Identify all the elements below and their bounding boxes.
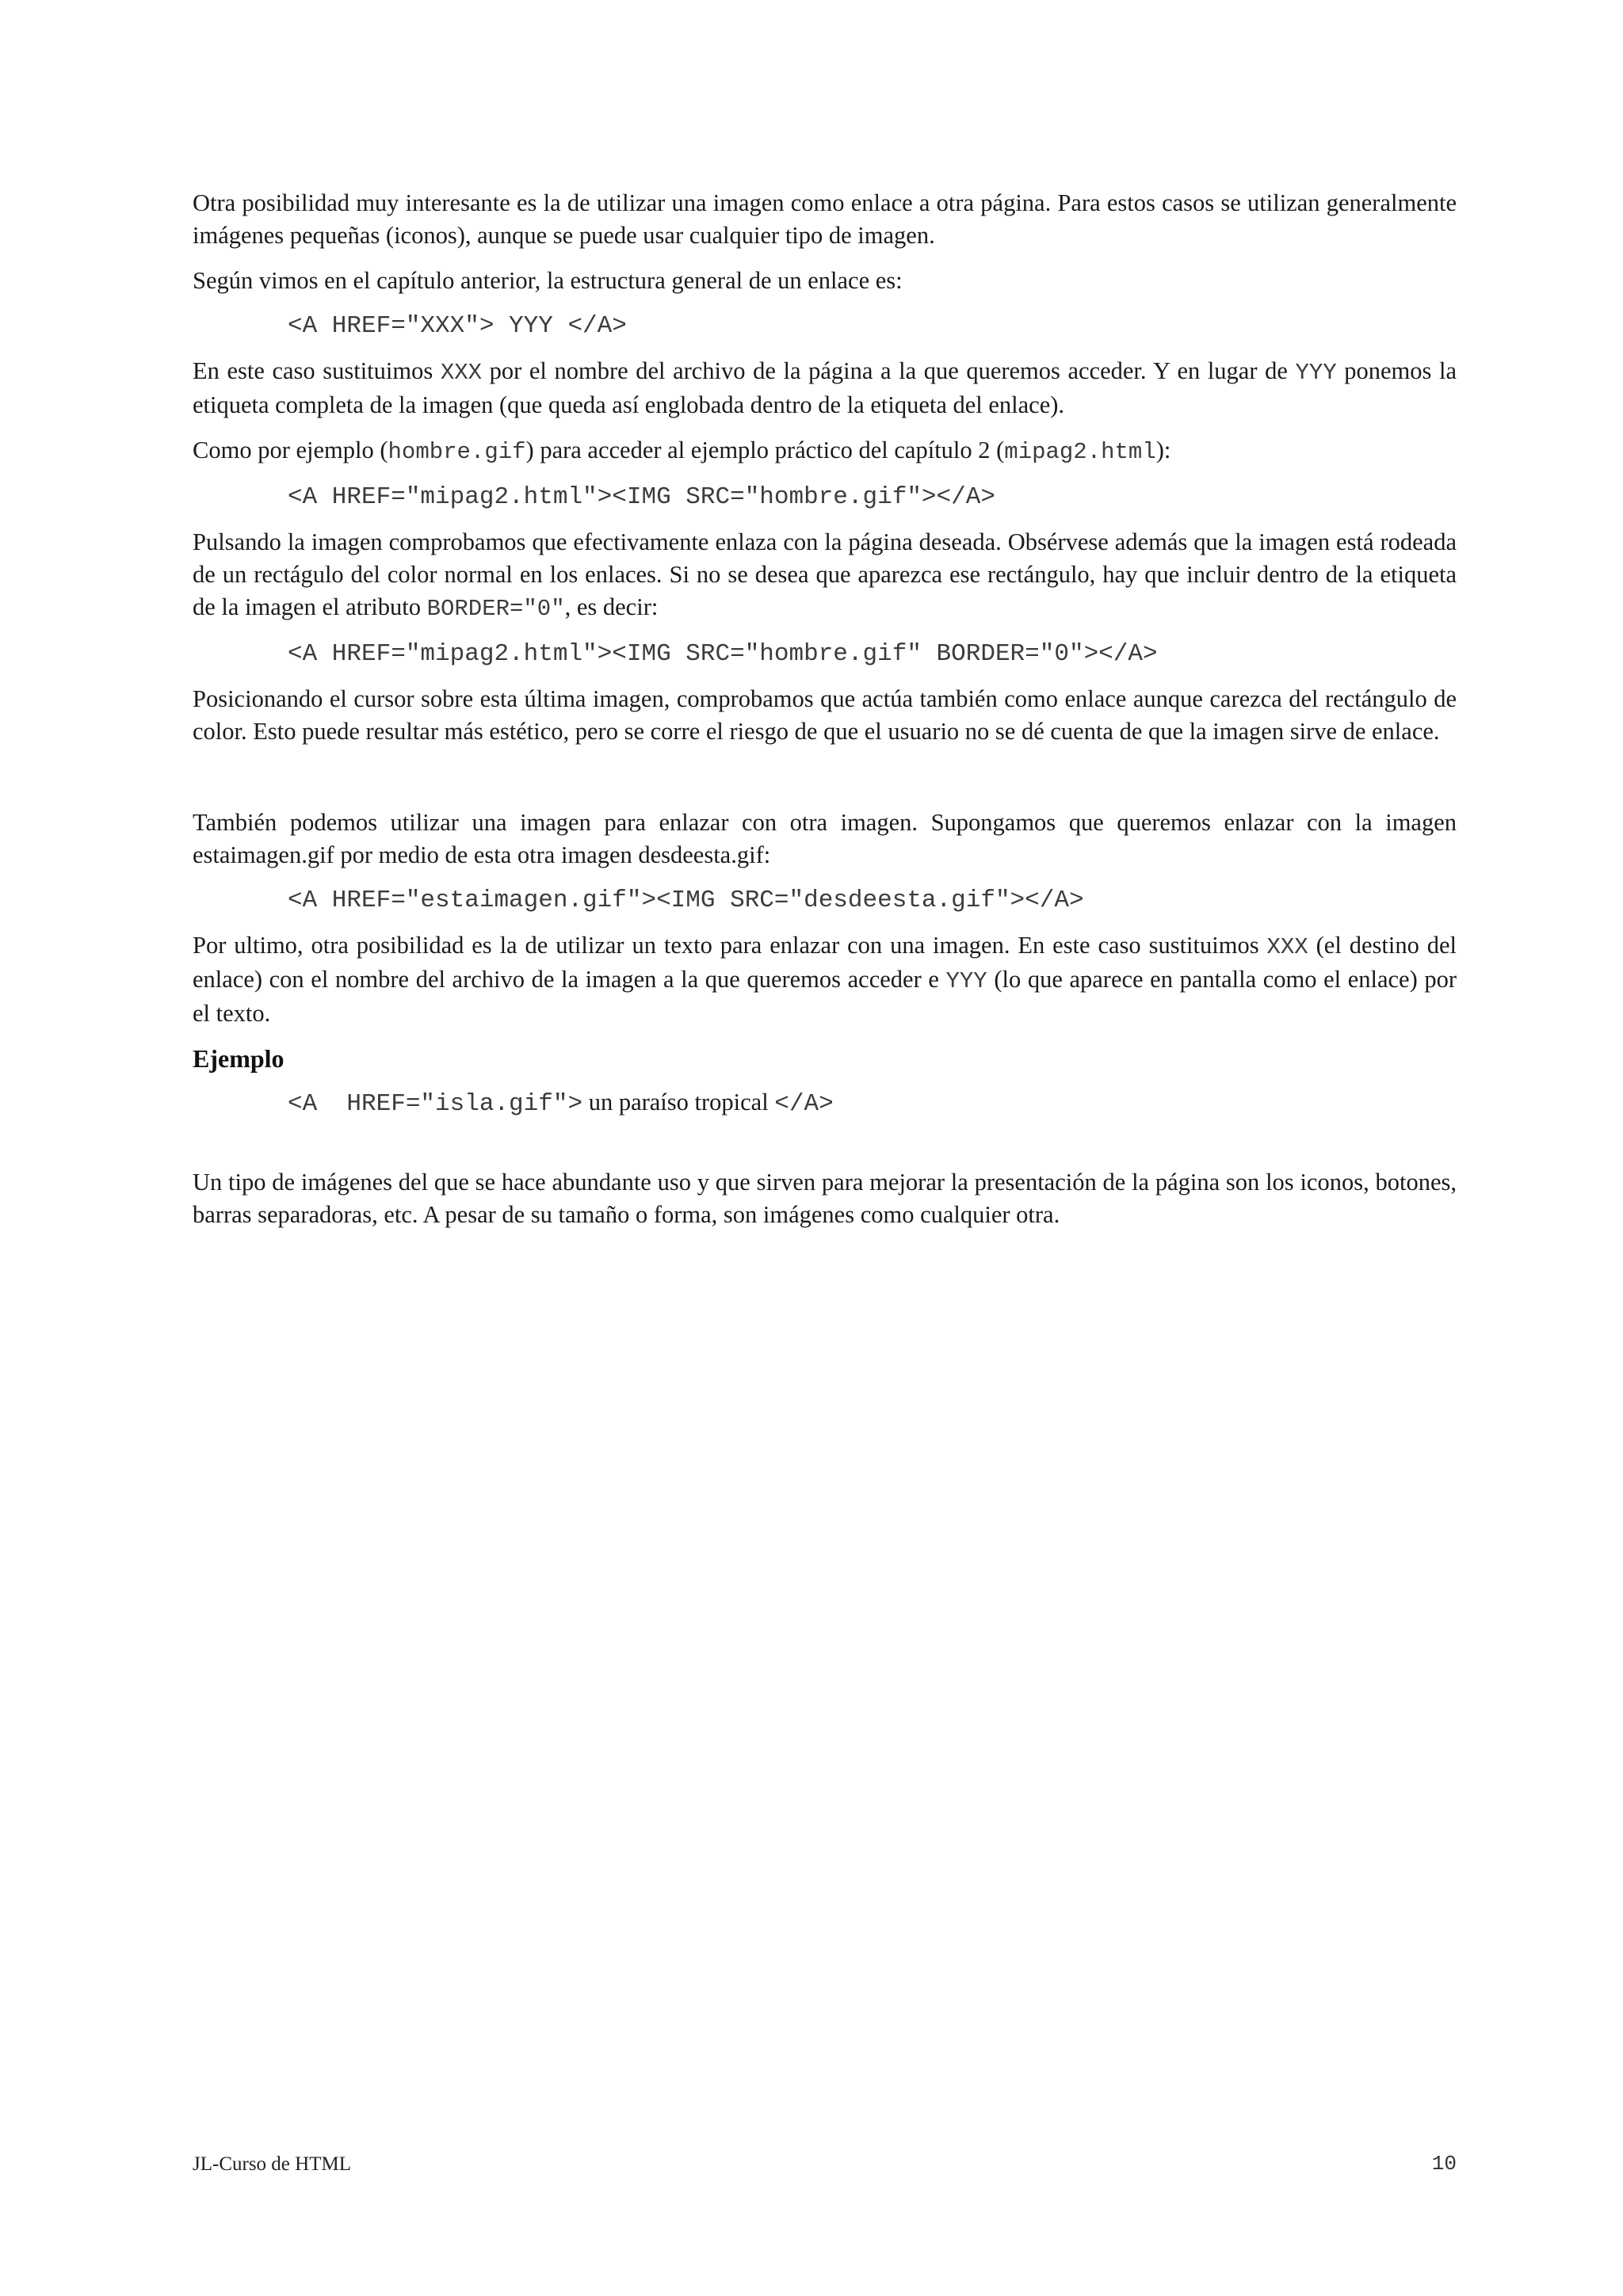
code-segment: <A HREF="isla.gif"> [288,1090,583,1118]
text-segment: ) para acceder al ejemplo práctico del capítulo 2 ( [525,437,1005,463]
code-example-border-zero: <A HREF="mipag2.html"><IMG SRC="hombre.gif" BORDER="0"></A> [288,640,1158,668]
text-segment: , es decir: [564,593,659,620]
text-segment: (lo que aparece en pantalla como el enlace) por el texto. [193,966,1457,1027]
paragraph-example-intro [193,434,1457,468]
footer-title: JL-Curso de HTML [193,2153,351,2175]
paragraph-icons: Un tipo de imágenes del que se hace abundante uso y que sirven para mejorar la presentación de la página son los iconos, botones, barras separadoras, etc. A pesar de su tamaño o forma, son imágenes como cualquier otra. [193,1169,1457,1228]
text-segment: ponemos la etiqueta completa de la imagen (que queda así englobada dentro de la etiqueta del enlace). [193,357,1457,418]
code-example-generic-link: <A HREF="XXX"> YYY </A> [288,312,627,340]
text-segment: Por ultimo, otra posibilidad es la de utilizar un texto para enlazar con una imagen. En este caso sustituimos [193,932,1267,959]
code-inline-yyy: YYY [1295,360,1337,386]
text-segment: Pulsando la imagen comprobamos que efectivamente enlaza con la página deseada. Obsérvese además que la imagen está rodeada de un rectágulo del color normal en los enlaces. Si no se desea que aparezca ese rectángulo, hay que incluir dentro de la etiqueta de la imagen el atributo [193,528,1457,620]
paragraph-intro: Otra posibilidad muy interesante es la de utilizar una imagen como enlace a otra página. Para estos casos se utilizan generalmente imágenes pequeñas (iconos), aunque se puede usar cualquier tipo de imagen. [193,189,1457,249]
code-segment: </A> [774,1090,834,1118]
text-segment: En este caso sustituimos [193,357,441,384]
paragraph-image-to-image: También podemos utilizar una imagen para enlazar con otra imagen. Supongamos que queremos enlazar con la imagen estaimagen.gif por medio de esta otra imagen desdeesta.gif: [193,809,1457,868]
text-segment: por el nombre del archivo de la página a la que queremos acceder. Y en lugar de [482,357,1296,384]
text-segment: (el destino del enlace) con el nombre del archivo de la imagen a la que queremos acceder e [193,932,1457,993]
code-inline-xxx: XXX [1266,934,1308,960]
code-inline-filename: mipag2.html [1004,439,1156,465]
code-example-image-link: <A HREF="mipag2.html"><IMG SRC="hombre.gif"></A> [288,483,995,511]
spacer [193,761,1457,807]
text-segment: ): [1155,437,1171,463]
paragraph-text-to-image [193,929,1457,1030]
code-example-text-link [193,1086,1457,1120]
text-segment: Como por ejemplo ( [193,437,388,463]
paragraph-structure: Según vimos en el capítulo anterior, la estructura general de un enlace es: [193,267,903,294]
code-inline-yyy: YYY [945,968,987,994]
paragraph-border [193,526,1457,625]
heading-ejemplo: Ejemplo [193,1044,285,1073]
paragraph-cursor: Posicionando el cursor sobre esta última imagen, comprobamos que actúa también como enlace aunque carezca del rectángulo de color. Esto puede resultar más estético, pero se corre el riesgo de que el usuario no se dé cuenta de que la imagen sirve de enlace. [193,685,1457,745]
page-number: 10 [1431,2152,1457,2176]
spacer [193,1133,1457,1166]
code-example-image-to-image: <A HREF="estaimagen.gif"><IMG SRC="desdeesta.gif"></A> [288,887,1084,914]
code-inline-border-attr: BORDER="0" [426,596,565,622]
paragraph-substitution [193,355,1457,421]
code-link-text: un paraíso tropical [582,1089,775,1116]
document-body [193,187,1457,1244]
code-inline-filename: hombre.gif [388,439,526,465]
code-inline-xxx: XXX [440,360,483,386]
